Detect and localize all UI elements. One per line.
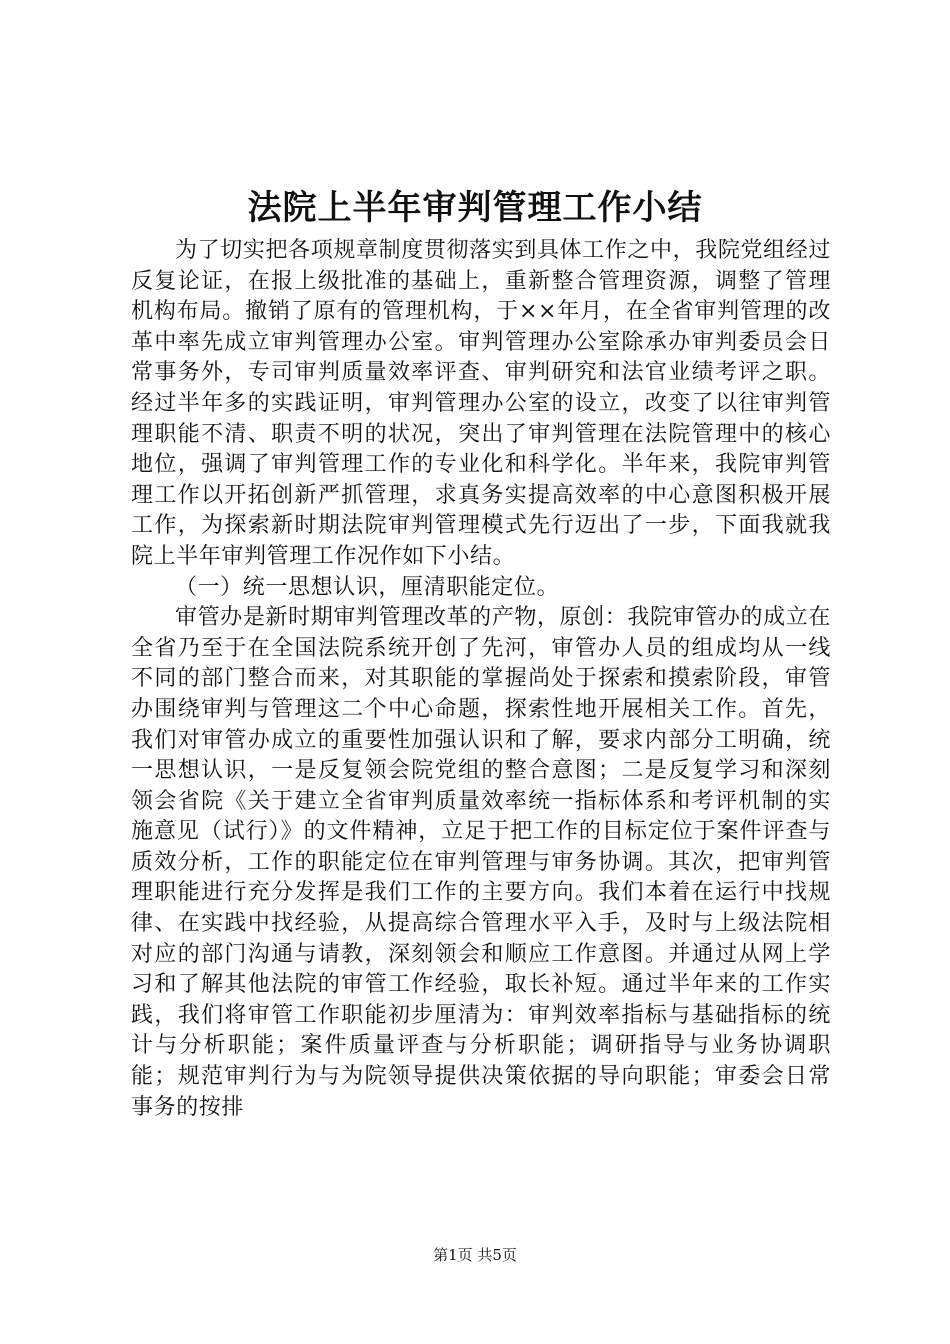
- page-number-footer: 第1页 共5页: [433, 1246, 517, 1264]
- document-body: [131, 236, 831, 1123]
- document-title: 法院上半年审判管理工作小结: [247, 188, 703, 228]
- section-heading-1: （一）统一思想认识，厘清职能定位。: [175, 574, 560, 600]
- paragraph-intro: 为了切实把各项规章制度贯彻落实到具体工作之中，我院党组经过反复论证，在报上级批准的基础上，重新整合管理资源，调整了管理机构布局。撤销了原有的管理机构，于××年月，在全省审判管理的改革中率先成立审判管理办公室。审判管理办公室除承办审判委员会日常事务外，专司审判质量效率评查、审判研究和法官业绩考评之职。经过半年多的实践证明，审判管理办公室的设立，改变了以往审判管理职能不清、职责不明的状况，突出了审判管理在法院管理中的核心地位，强调了审判管理工作的专业化和科学化。半年来，我院审判管理工作以开拓创新严抓管理，求真务实提高效率的中心意图积极开展工作，为探索新时期法院审判管理模式先行迈出了一步，下面我就我院上半年审判管理工作况作如下小结。: [131, 238, 831, 569]
- paragraph-section-1: 审管办是新时期审判管理改革的产物，原创：我院审管办的成立在全省乃至于在全国法院系统开创了先河，审管办人员的组成均从一线不同的部门整合而来，对其职能的掌握尚处于探索和摸索阶段，审管办围绕审判与管理这二个中心命题，探索性地开展相关工作。首先，我们对审管办成立的重要性加强认识和了解，要求内部分工明确，统一思想认识，一是反复领会院党组的整合意图；二是反复学习和深刻领会省院《关于建立全省审判质量效率统一指标体系和考评机制的实施意见（试行）》的文件精神，立足于把工作的目标定位于案件评查与质效分析，工作的职能定位在审判管理与审务协调。其次，把审判管理职能进行充分发挥是我们工作的主要方向。我们本着在运行中找规律、在实践中找经验，从提高综合管理水平入手，及时与上级法院相对应的部门沟通与请教，深刻领会和顺应工作意图。并通过从网上学习和了解其他法院的审管工作经验，取长补短。通过半年来的工作实践，我们将审管工作职能初步厘清为：审判效率指标与基础指标的统计与分析职能；案件质量评查与分析职能；调研指导与业务协调职能；规范审判行为与为院领导提供决策依据的导向职能；审委会日常事务的按排: [131, 605, 831, 1120]
